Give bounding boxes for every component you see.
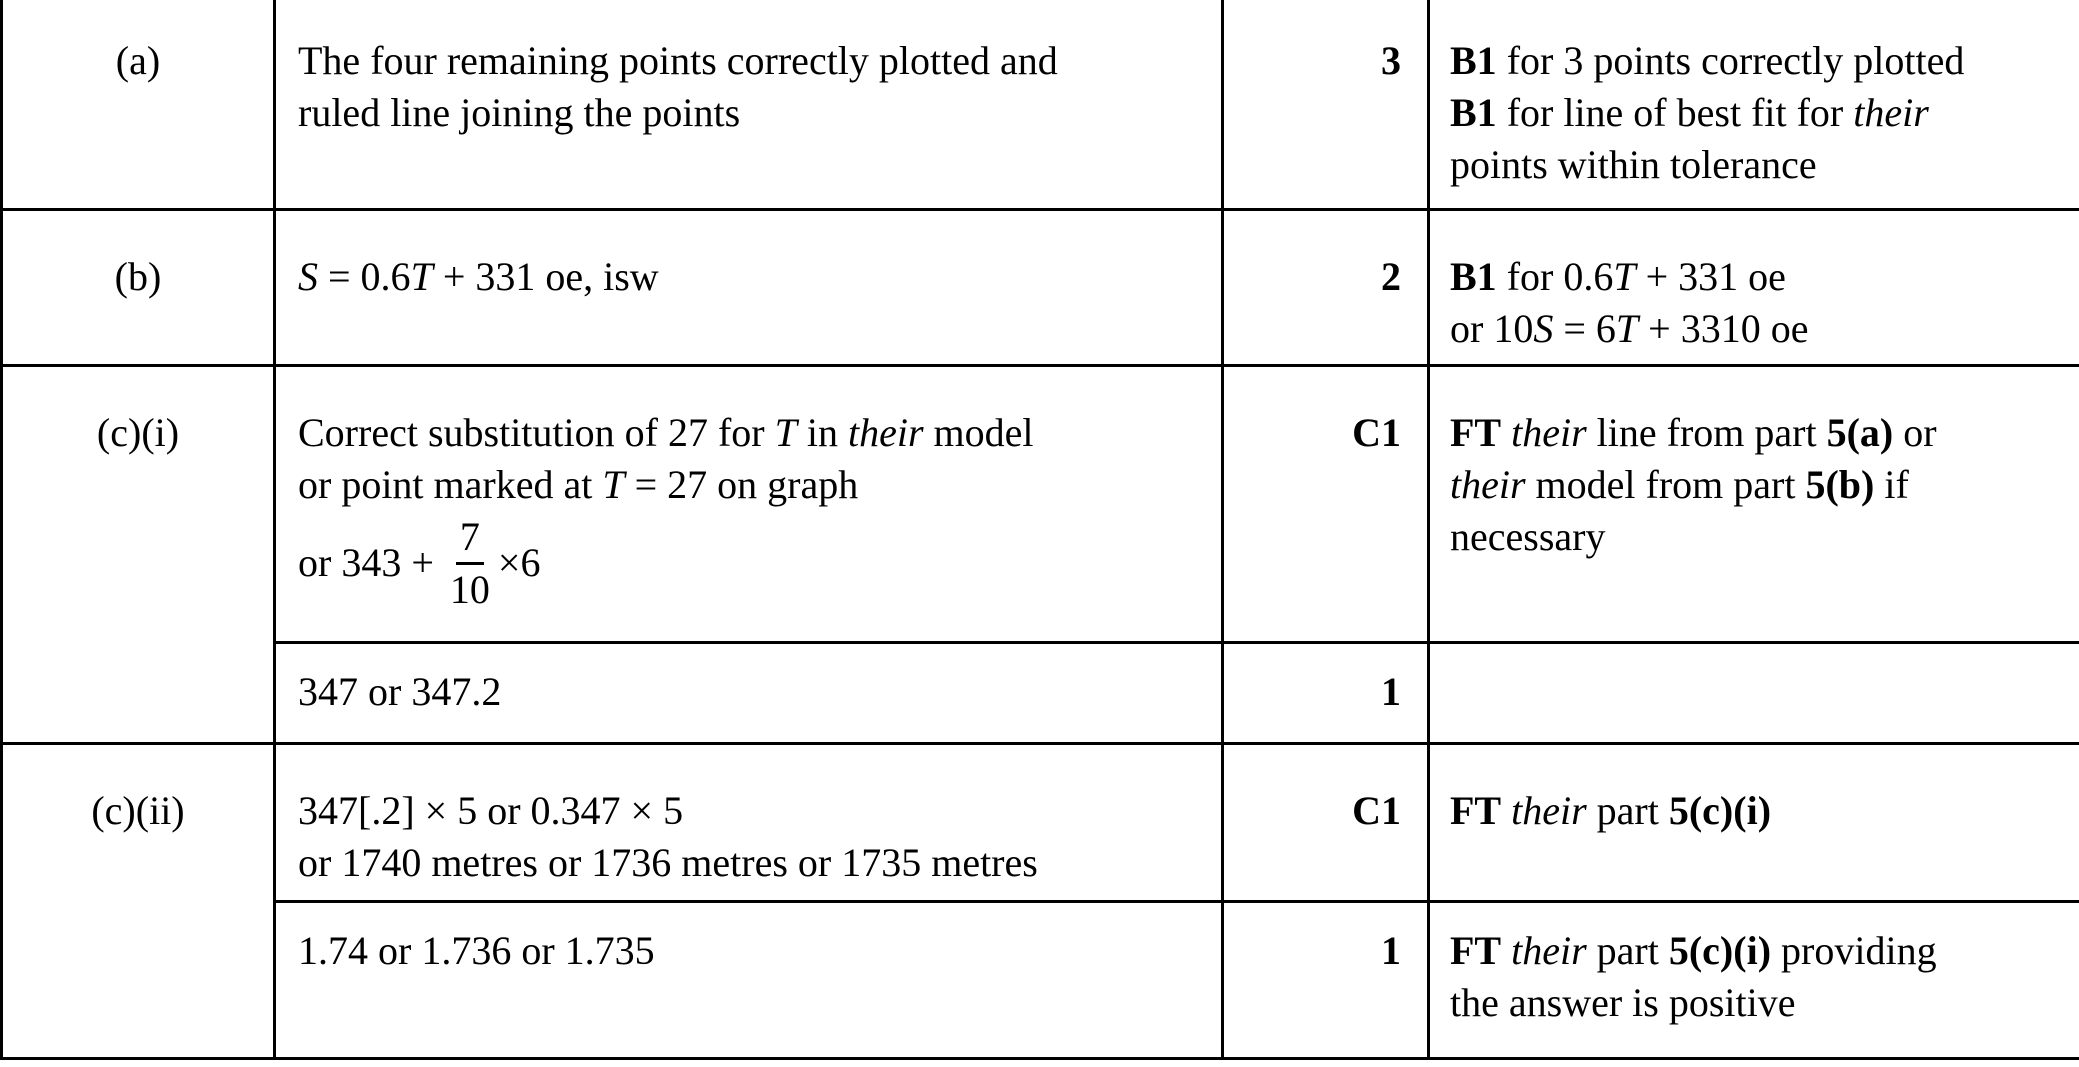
guidance-line: B1 for 3 points correctly plotted [1450,38,1965,83]
part-label: (a) [115,38,161,83]
guidance-cell [1429,0,2079,210]
answer-line: 347[.2] × 5 or 0.347 × 5 [298,788,684,833]
answer-line: 347 or 347.2 [298,669,502,714]
guidance-line: FT their part 5(c)(i) providing [1450,928,1937,973]
guidance-line: B1 for line of best fit for their [1450,90,1929,135]
marks-cell [1223,366,1429,643]
marks-value: C1 [1352,410,1401,455]
guidance-line: their model from part 5(b) if [1450,462,1909,507]
guidance-line: the answer is positive [1450,980,1796,1025]
fraction-denominator: 10 [449,566,490,612]
guidance-line: FT their part 5(c)(i) [1450,788,1772,833]
answer-cell [275,0,1223,210]
marks-cell [1223,0,1429,210]
answer-cell [275,210,1223,366]
part-label: (c)(i) [96,410,180,455]
marks-cell [1223,902,1429,1059]
fraction-numerator: 7 [456,515,484,565]
marks-value: 3 [1381,38,1401,83]
row-c-i-answer [2,643,2079,744]
guidance-line: FT their line from part 5(a) or [1450,410,1937,455]
marks-value: 2 [1381,254,1401,299]
marks-cell [1223,744,1429,902]
guidance-line: B1 for 0.6T + 331 oe [1450,254,1786,299]
part-label-cell [2,210,275,366]
row-c-ii-method [2,744,2079,902]
answer-cell [275,643,1223,744]
guidance-line: necessary [1450,514,1606,559]
answer-line: or point marked at T = 27 on graph [298,462,859,507]
fraction [446,515,494,612]
guidance-cell [1429,366,2079,643]
part-label: (b) [114,254,162,299]
guidance-cell [1429,744,2079,902]
row-b [2,210,2079,366]
guidance-cell [1429,643,2079,744]
marks-cell [1223,643,1429,744]
answer-line: 1.74 or 1.736 or 1.735 [298,928,655,973]
marks-value: 1 [1381,669,1401,714]
row-c-i-method [2,366,2079,643]
part-label-cell [2,366,275,744]
answer-line: Correct substitution of 27 for T in their model [298,410,1034,455]
marks-value: C1 [1352,788,1401,833]
part-label-cell [2,0,275,210]
marks-cell [1223,210,1429,366]
guidance-cell [1429,210,2079,366]
part-label: (c)(ii) [91,788,185,833]
answer-line: or 1740 metres or 1736 metres or 1735 metres [298,840,1038,885]
row-a [2,0,2079,210]
answer-line: The four remaining points correctly plotted and [298,38,1058,83]
answer-line: S = 0.6T + 331 oe, isw [298,254,659,299]
answer-fraction-line: or 343 + $\frac{7}{10}$ ×6 [298,513,541,612]
part-label-cell [2,744,275,1059]
marks-value: 1 [1381,928,1401,973]
guidance-cell [1429,902,2079,1059]
row-c-ii-answer [2,902,2079,1059]
guidance-line: or 10S = 6T + 3310 oe [1450,306,1809,351]
answer-line: ruled line joining the points [298,90,741,135]
answer-cell [275,366,1223,643]
guidance-line: points within tolerance [1450,142,1817,187]
answer-cell [275,902,1223,1059]
answer-cell [275,744,1223,902]
